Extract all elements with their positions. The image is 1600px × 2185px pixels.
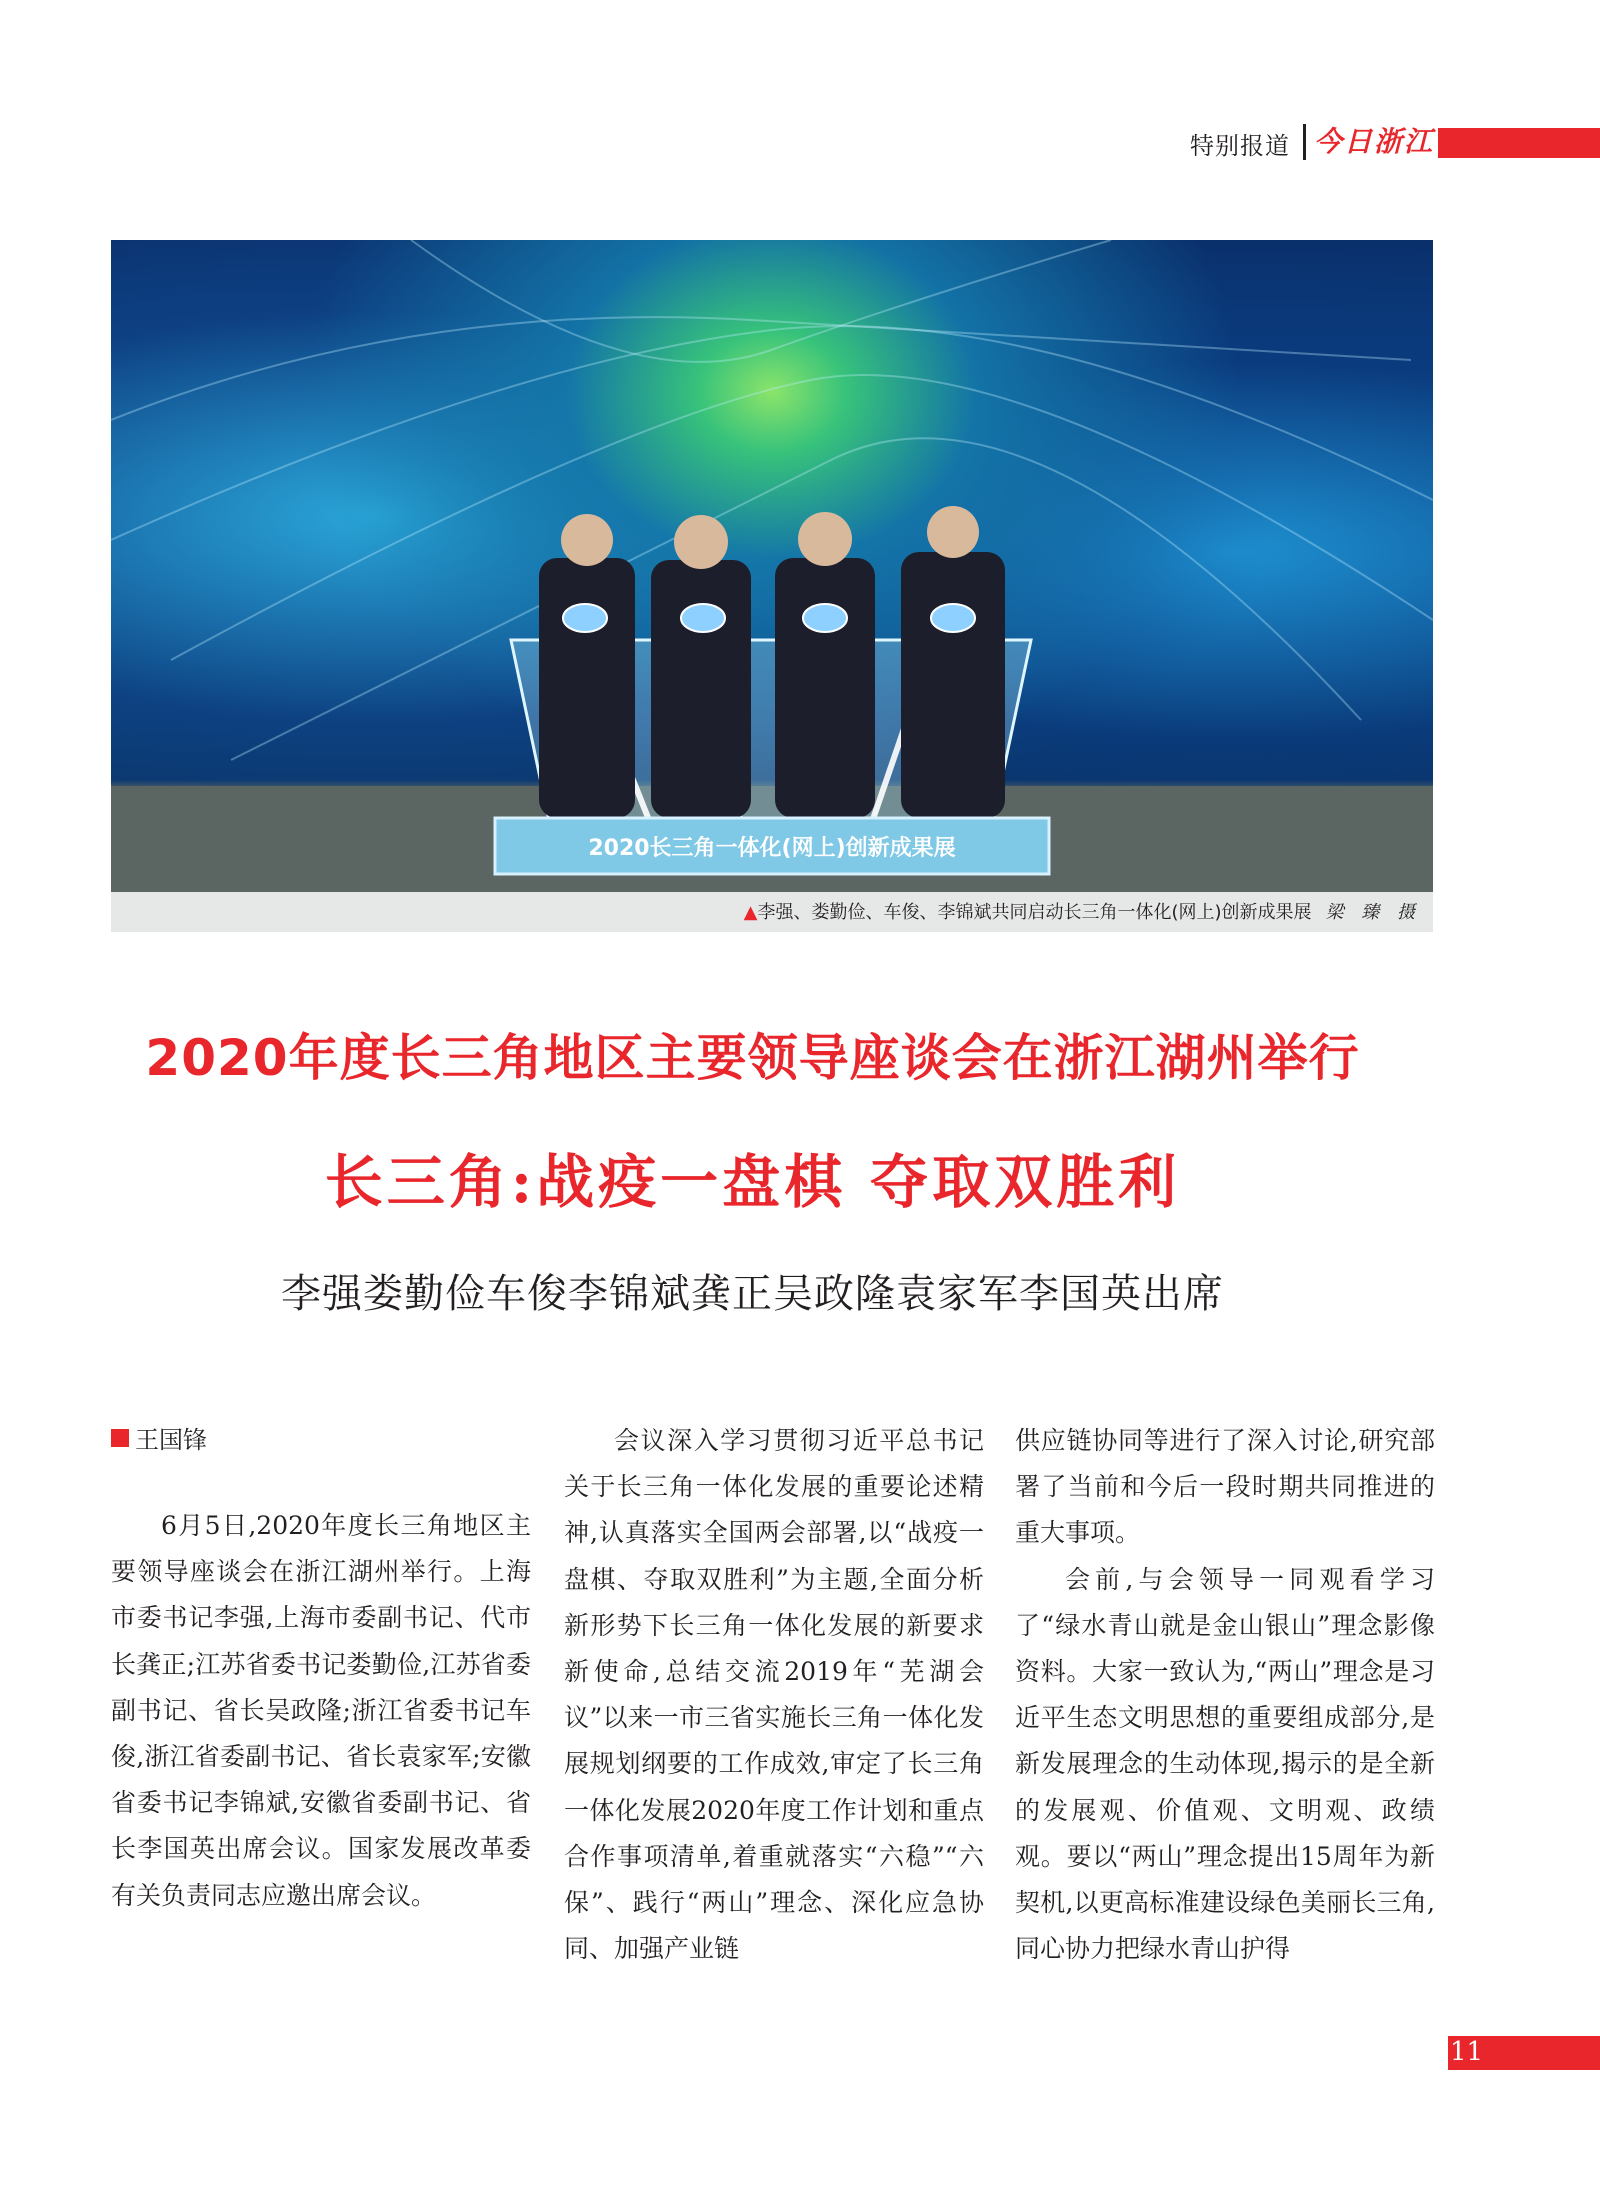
photo-caption xyxy=(744,898,1421,924)
caption-text: 李强、娄勤俭、车俊、李锦斌共同启动长三角一体化(网上)创新成果展 xyxy=(757,902,1312,923)
attendees-line: 李强娄勤俭车俊李锦斌龚正吴政隆袁家军李国英出席 xyxy=(281,1271,1224,1317)
paragraph-continued: 供应链协同等进行了深入讨论,研究部署了当前和今后一段时期共同推进的重大事项。 xyxy=(1015,1426,1435,1548)
header-accent-bar xyxy=(1438,128,1600,158)
byline-square-icon xyxy=(111,1429,129,1447)
section-label: 特别报道 xyxy=(1190,132,1290,160)
photo-illustration xyxy=(111,240,1433,932)
headline: 2020年度长三角地区主要领导座谈会在浙江湖州举行 xyxy=(145,1029,1360,1087)
paragraph: 会前,与会领导一同观看学习了“绿水青山就是金山银山”理念影像资料。大家一致认为,“两山”理念是习近平生态文明思想的重要组成部分,是新发展理念的生动体现,揭示的是全新的发展观、价值观、文明观、政绩观。要以“两山”理念提出15周年为新契机,以更高标准建设绿色美丽长三角,同心协力把绿水青山护得 xyxy=(1015,1564,1435,1964)
body-column-2 xyxy=(564,1418,984,1972)
author-name: 王国锋 xyxy=(135,1426,207,1454)
paragraph: 6月5日,2020年度长三角地区主要领导座谈会在浙江湖州举行。上海市委书记李强,上海市委副书记、代市长龚正;江苏省委书记娄勤俭,江苏省委副书记、省长吴政隆;浙江省委书记车俊,浙江省委副书记、省长袁家军;安徽省委书记李锦斌,安徽省委副书记、省长李国英出席会议。国家发展改革委有关负责同志应邀出席会议。 xyxy=(111,1511,531,1910)
podium-banner-text: 2020长三角一体化(网上)创新成果展 xyxy=(588,836,956,861)
header-divider xyxy=(1303,124,1306,160)
page-number: 11 xyxy=(1450,2037,1484,2067)
feature-photo xyxy=(111,240,1433,932)
body-column-1 xyxy=(111,1503,531,1919)
paragraph: 会议深入学习贯彻习近平总书记关于长三角一体化发展的重要论述精神,认真落实全国两会部署,以“战疫一盘棋、夺取双胜利”为主题,全面分析新形势下长三角一体化发展的新要求新使命,总结交流2019年“芜湖会议”以来一市三省实施长三角一体化发展规划纲要的工作成效,审定了长三角一体化发展2020年度工作计划和重点合作事项清单,着重就落实“六稳”“六保”、践行“两山”理念、深化应急协同、加强产业链 xyxy=(564,1426,984,1964)
subheadline: 长三角:战疫一盘棋 夺取双胜利 xyxy=(324,1148,1181,1216)
photographer-credit: 梁 臻 摄 xyxy=(1325,902,1421,923)
magazine-logo: 今日浙江 xyxy=(1314,125,1435,158)
body-column-3 xyxy=(1015,1418,1435,1972)
caption-triangle-icon: ▲ xyxy=(743,902,758,923)
byline xyxy=(111,1420,207,1455)
